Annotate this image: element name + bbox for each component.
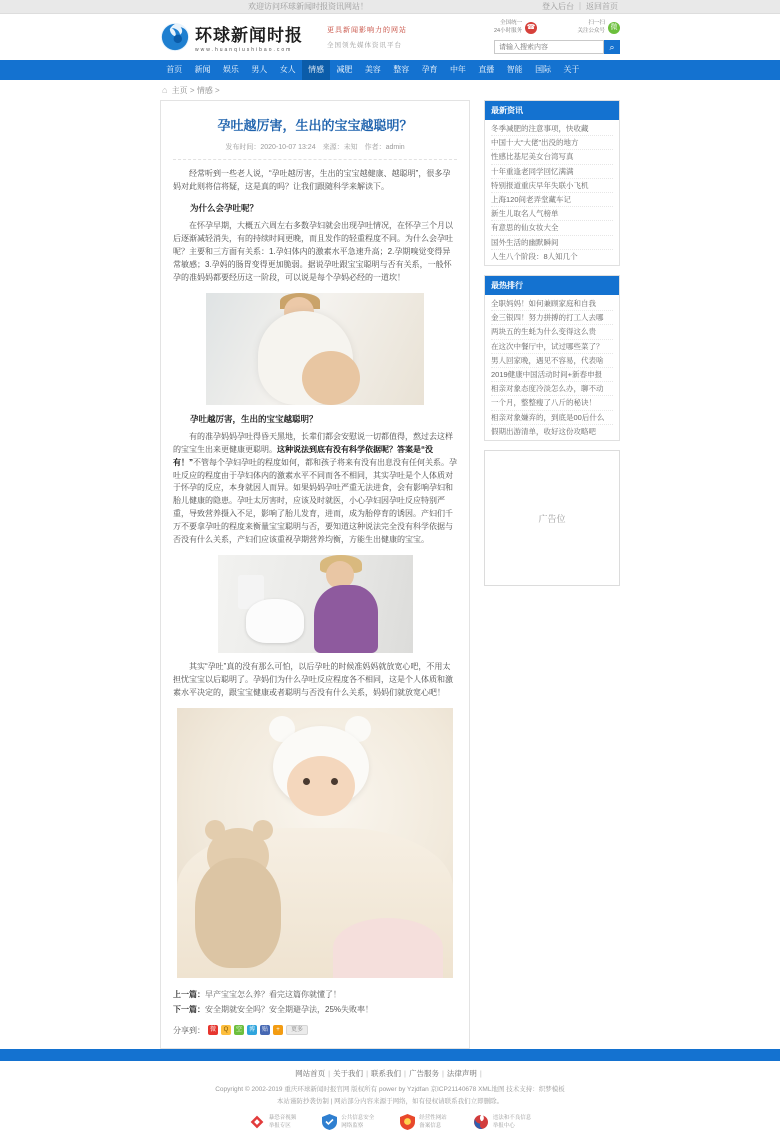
site-url: www.huanqiushibao.com: [195, 47, 293, 53]
footer-badge-business[interactable]: 经营性网站 备案信息: [400, 1114, 447, 1131]
share-more-button[interactable]: 更多: [286, 1025, 308, 1035]
prev-article-label: 上一篇：: [173, 990, 205, 1000]
breadcrumb-separator: >: [189, 86, 195, 95]
article-photo-nausea-toilet: [218, 555, 413, 653]
list-item[interactable]: 金三银四！努力拼搏的打工人去哪: [491, 311, 613, 325]
red-blue-swirl-icon: [473, 1114, 489, 1130]
nav-item-women[interactable]: 女人: [279, 65, 296, 74]
article-photo-pregnant-woman: [206, 293, 424, 405]
list-item[interactable]: 上海120间老弄堂藏车记: [491, 193, 613, 207]
topbar-admin-link[interactable]: 登入后台: [542, 2, 574, 11]
footer-link-home[interactable]: 网站首页: [295, 1068, 326, 1078]
share-weibo-icon[interactable]: 微: [209, 1027, 216, 1034]
footer-links: 网站首页 | 关于我们 | 联系我们 | 广告服务 | 法律声明 |: [295, 1068, 482, 1078]
footer-link-contact[interactable]: 联系我们: [371, 1068, 402, 1078]
next-article-link[interactable]: 安全期就安全吗？安全期避孕法，25%失败率！: [205, 1004, 374, 1014]
article-paragraph-1: 经常听到一些老人说，“孕吐越厉害，生出的宝宝越健康、越聪明”，很多孕妈对此则将信将疑，这是真的吗？让我们跟随科学来解读下。: [173, 169, 451, 191]
breadcrumb-separator-2: >: [215, 86, 220, 95]
list-item[interactable]: 国外生活的幽默瞬间: [491, 236, 613, 250]
next-article-row: [173, 1003, 457, 1017]
nav-item-cosmetic[interactable]: 整容: [393, 65, 410, 74]
article-title: 孕吐越厉害，生出的宝宝越聪明？: [217, 118, 413, 133]
search-icon: ⌕: [609, 42, 615, 53]
list-item[interactable]: 假期出游清单，收好这份攻略吧: [491, 426, 596, 436]
slogan-line-2: 全国领先媒体资讯平台: [327, 42, 402, 49]
list-item[interactable]: 男人回家晚，遇见不容易，代表啥: [491, 354, 613, 368]
phone-icon: ☎: [525, 22, 537, 34]
prev-article-row: [173, 988, 457, 1002]
nav-item-pregnancy[interactable]: 孕育: [421, 65, 438, 74]
footer-badge-illegal-report[interactable]: 违法和不良信息 举报中心: [473, 1114, 532, 1131]
nav-item-smart[interactable]: 智能: [506, 65, 523, 74]
topbar-divider: ｜: [576, 2, 584, 11]
site-logo[interactable]: [160, 21, 303, 53]
main-nav: [0, 60, 780, 80]
hotline-badge: [494, 20, 537, 35]
wechat-line-1: 扫一扫: [588, 19, 605, 26]
list-item[interactable]: 冬季减肥的注意事项，快收藏: [491, 122, 613, 136]
sidebar: [484, 100, 620, 586]
share-tweibo-icon[interactable]: 博: [248, 1027, 255, 1034]
nav-item-home[interactable]: 首页: [166, 65, 183, 74]
list-item[interactable]: 十年重逢老同学回忆满满: [491, 165, 613, 179]
article-photo-baby-teddy: [177, 708, 453, 978]
list-item[interactable]: 人生八个阶段：8人知几个: [491, 251, 578, 261]
article-paragraph-2: 在怀孕早期，大概五六周左右多数孕妇就会出现孕吐情况，在怀孕三个月以后逐渐减轻消失，有的持续时间更晚，而且发作的轻重程度不同。为什么会孕吐呢？主要和三方面有关系：1.孕妇体内的激素水平急速升高；2.孕期嗅觉变得异常敏感；3.孕妈的肠胃变得更加脆弱。据说孕吐跟宝宝聪明与否有关系，一般怀孕的准妈妈都要经历这一阶段，可以说是每个孕妈必经的一道坎！: [173, 220, 453, 282]
nav-item-beauty[interactable]: 美容: [364, 65, 381, 74]
footer-link-about[interactable]: 关于我们: [333, 1068, 364, 1078]
site-slogan: [317, 25, 407, 49]
wechat-line-2: 关注公众号: [577, 27, 605, 34]
share-more-icon[interactable]: +: [273, 1025, 283, 1035]
list-item[interactable]: 全职妈妈！如何兼顾家庭和自我: [491, 297, 613, 311]
latest-news-title: 最新资讯: [485, 101, 619, 120]
breadcrumb: [160, 80, 620, 100]
site-logo-icon: [160, 22, 190, 52]
footer-notice: 本站谨防抄袭仿制 | 网站部分内容来源于网络，如有侵权请联系我们立即删除。: [276, 1097, 504, 1105]
nav-item-international[interactable]: 国际: [535, 65, 552, 74]
red-diamond-icon: [249, 1114, 265, 1130]
nav-item-news[interactable]: 新闻: [194, 65, 211, 74]
list-item[interactable]: 新生儿取名人气榜单: [491, 207, 613, 221]
list-item[interactable]: 2019健康中国活动时间+新春申报: [491, 368, 613, 382]
footer-link-ads[interactable]: 广告服务: [408, 1068, 439, 1078]
article-subhead-2: 孕吐越厉害，生出的宝宝越聪明？: [190, 413, 318, 424]
next-article-label: 下一篇：: [173, 1004, 205, 1014]
footer-blue-bar: [0, 1049, 780, 1061]
list-item[interactable]: 一个月，整整瘦了八斤的秘诀！: [491, 396, 613, 410]
nav-item-slimming[interactable]: 减肥: [336, 65, 353, 74]
blue-shield-icon: [322, 1114, 337, 1130]
article-paragraph-4: 其实“孕吐”真的没有那么可怕，以后孕吐的时候准妈妈就放宽心吧，不用太担忧宝宝以后聪明了。孕妈们为什么孕吐反应程度各不相同，这是个人体质和激素水平决定的，跟宝宝健康或者聪明与否没有什么关系，妈妈们就放宽心吧！: [173, 662, 453, 698]
nav-item-entertainment[interactable]: 娱乐: [222, 65, 239, 74]
share-qq-icon[interactable]: Q: [221, 1025, 231, 1035]
welcome-text: 欢迎访问环球新闻时报资讯网站！: [248, 2, 368, 11]
home-icon: ⌂: [162, 85, 168, 95]
list-item[interactable]: 在这次中餐厅中，试过哪些菜了？: [491, 340, 613, 354]
hot-ranking-title: 最热排行: [485, 276, 619, 295]
list-item[interactable]: 性感比基尼美女台湾写真: [491, 150, 613, 164]
hot-ranking-box: [484, 275, 620, 441]
topbar: [0, 0, 780, 14]
footer-link-legal[interactable]: 法律声明: [446, 1068, 477, 1078]
footer-badge-report[interactable]: 暴恐音视频 举报专区: [249, 1114, 297, 1131]
nav-item-about[interactable]: 关于: [563, 65, 580, 74]
search-button[interactable]: [604, 40, 620, 54]
share-qzone-icon[interactable]: 空: [235, 1027, 242, 1034]
ad-placeholder: 广告位: [484, 450, 620, 586]
list-item[interactable]: 相亲对象嫌弃的，到底是00后什么: [491, 411, 613, 425]
topbar-home-link[interactable]: 返回首页: [586, 2, 618, 11]
list-item[interactable]: 有意思的仙女妆大全: [491, 221, 613, 235]
nav-item-live[interactable]: 直播: [478, 65, 495, 74]
prev-article-link[interactable]: 早产宝宝怎么养？看完这篇你就懂了！: [205, 990, 341, 1000]
footer-copyright: Copyright © 2002-2019 重庆环球新闻时报官网 版权所有 power by Yzjdfan 京ICP21140678 XML地图 技术支持：织梦模板: [215, 1085, 565, 1093]
list-item[interactable]: 中国十大“大佬”出没的地方: [491, 136, 613, 150]
site-header: [0, 14, 780, 60]
orange-badge-icon: [400, 1114, 415, 1130]
bold-claim-text: 这种说法到底有没有科学依据呢？答案是“没有！”: [173, 444, 433, 467]
list-item[interactable]: 两块五的生蚝为什么变得这么贵: [491, 325, 613, 339]
article-paragraph-3: 有的准孕妈妈孕吐得昏天黑地，长辈们都会安慰说一切都值得，熬过去这样的宝宝生出来更健康更聪明。这种说法到底有没有科学依据呢？答案是“没有！”不管每个孕妇孕吐的程度如何，都和孩子将来有没有出息没有任何关系。孕吐反应的程度由于孕妇体内的激素水平不同而各不相同，其实孕吐是个人体质对于怀孕的反应，本身就因人而异。如果妈妈孕吐严重无法进食，会有影响孕妇和胎儿健康的隐患。孕吐太厉害时，应该及时就医，小心孕妇因孕吐反应特别严重，导致营养摄入不足，影响了胎儿发育，进而，成为胎停育的诱因。产妇们千万不要拿孕吐的程度来衡量宝宝聪明与否，要知道这种说法完全没有科学依据与否没有什么关系，产妇们应该重视孕期营养均衡，方能生出健康的宝宝。: [173, 431, 457, 545]
wechat-icon: 微: [608, 22, 620, 34]
slogan-line-1: 更具新闻影响力的网站: [327, 27, 407, 34]
nav-item-men[interactable]: 男人: [251, 65, 268, 74]
footer-badge-police[interactable]: 公共信息安全 网络监察: [322, 1114, 374, 1131]
nav-item-emotion[interactable]: 情感: [302, 60, 330, 80]
list-item[interactable]: 相亲对象态度冷淡怎么办，聊不动: [491, 382, 613, 396]
footer: [0, 1061, 780, 1136]
breadcrumb-section[interactable]: 情感: [196, 86, 213, 95]
nav-item-midlife[interactable]: 中年: [449, 65, 466, 74]
hotline-line-2: 24小时服务: [494, 27, 523, 34]
share-label: 分享到：: [173, 1025, 205, 1035]
article-meta: 发布时间：2020-10-07 13:24 来源：未知 作者：admin: [173, 142, 457, 160]
site-name: 环球新闻时报: [195, 26, 303, 45]
breadcrumb-home[interactable]: 主页: [171, 86, 188, 95]
article: [160, 100, 470, 1049]
latest-news-box: [484, 100, 620, 266]
article-subhead-1: 为什么会孕吐呢？: [190, 202, 259, 213]
list-item[interactable]: 特别报道重庆早年失联小飞机: [491, 179, 613, 193]
search-input[interactable]: [494, 40, 604, 54]
share-tieba-icon[interactable]: 贴: [261, 1027, 268, 1034]
wechat-badge[interactable]: [577, 20, 620, 35]
hotline-line-1: 全国统一: [500, 19, 523, 26]
